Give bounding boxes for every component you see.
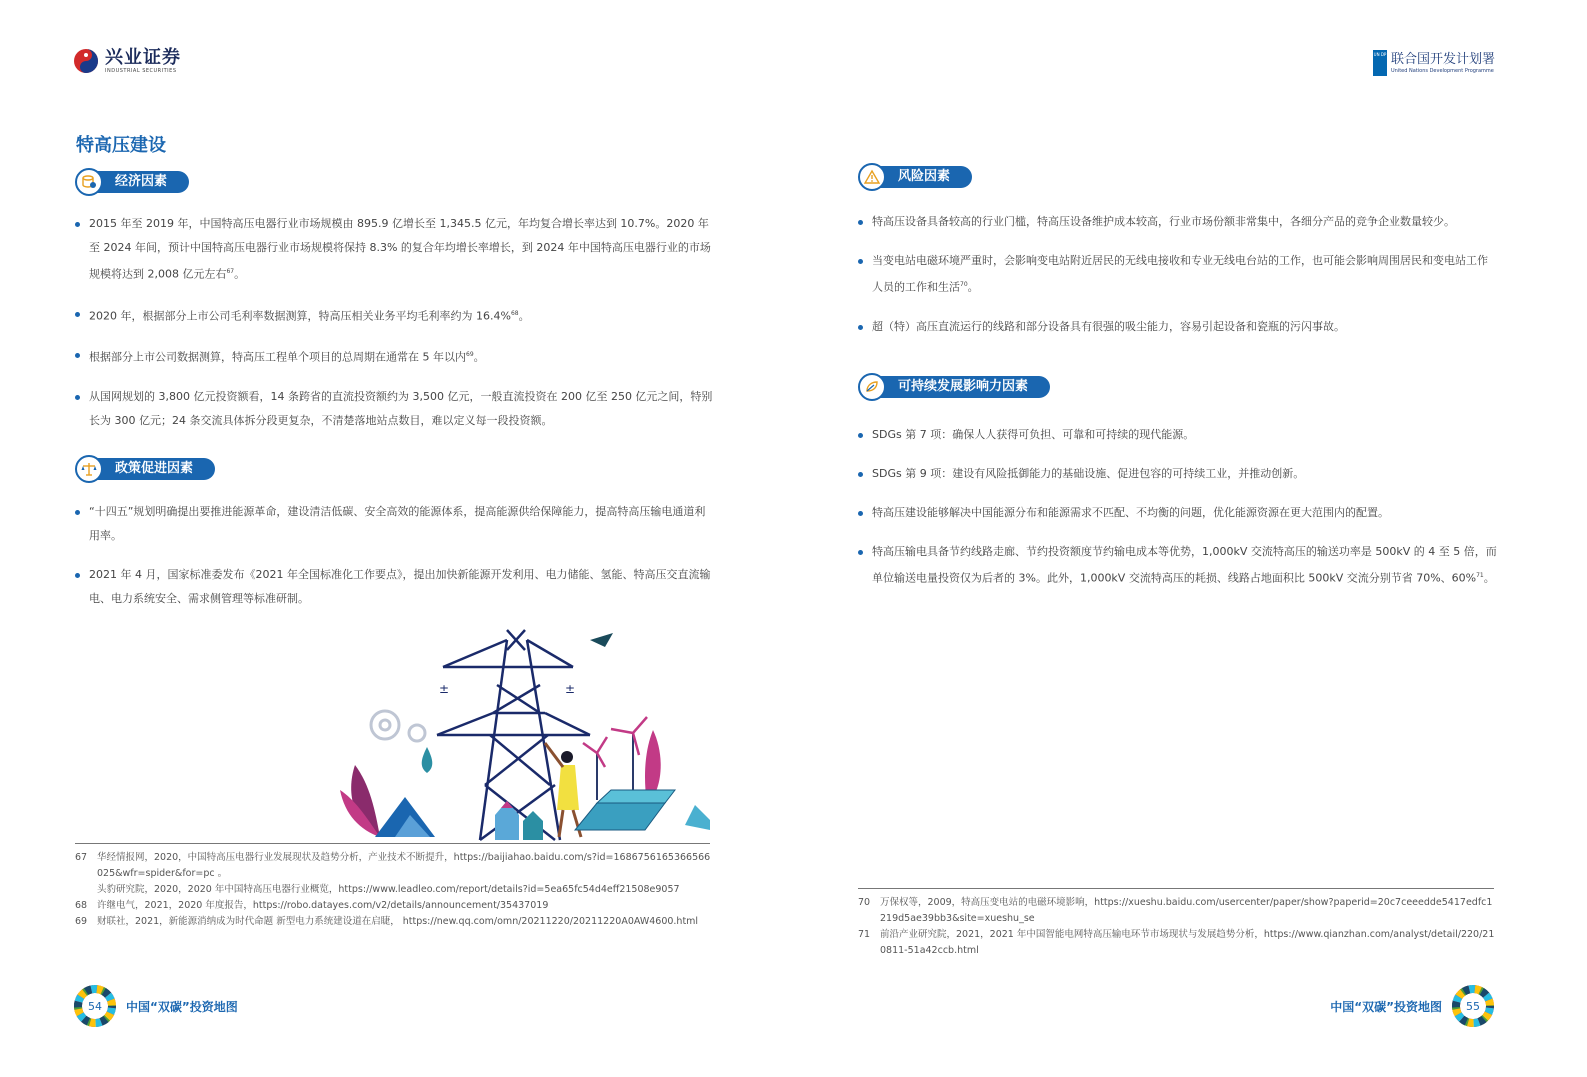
list-item: 从国网规划的 3,800 亿元投资额看，14 条跨省的直流投资额约为 3,500 亿元，一般直流投资在 200 亿至 250 亿元之间，特别长为 300 亿元；24 条交流具体拆分段更复杂，不清楚落地站点数目，难以定义每一段投资额。: [75, 385, 715, 433]
list-item: SDGs 第 7 项：确保人人获得可负担、可靠和可持续的现代能源。: [858, 423, 1498, 447]
warning-icon: [858, 163, 886, 191]
page-number: 55: [1466, 999, 1480, 1013]
footnotes-left: [75, 850, 715, 930]
page-number: 54: [88, 999, 102, 1013]
industrial-securities-logo: [73, 48, 181, 74]
list-item: 2015 年至 2019 年，中国特高压电器行业市场规模由 895.9 亿增长至 1,345.5 亿元，年均复合增长率达到 10.7%。2020 年至 2024 年间，预计中国特高压电器行业市场规模将保持 8.3% 的复合年均增长率增长，到 2024 年中国特高压电器行业的市场规模将达到 2,008 亿元左右$^{67}$。: [75, 212, 715, 287]
section-header-sustainability: [858, 375, 1050, 399]
page-footer-right: [1330, 985, 1494, 1027]
economic-factors-list: [75, 212, 715, 448]
list-item: “十四五”规划明确提出要推进能源革命，建设清洁低碳、安全高效的能源体系，提高能源供给保障能力，提高特高压输电通道利用率。: [75, 500, 715, 548]
industrial-securities-logo-icon: [73, 48, 99, 74]
list-item: 超（特）高压直流运行的线路和部分设备具有很强的吸尘能力，容易引起设备和瓷瓶的污闪事故。: [858, 315, 1498, 339]
section-label: 可持续发展影响力因素: [872, 376, 1050, 398]
list-item: 2021 年 4 月，国家标准委发布《2021 年全国标准化工作要点》，提出加快新能源开发利用、电力储能、氢能、特高压交直流输电、电力系统安全、需求侧管理等标准研制。: [75, 563, 715, 611]
undp-cn-text: 联合国开发计划署: [1390, 52, 1495, 67]
list-item: 2020 年，根据部分上市公司毛利率数据测算，特高压相关业务平均毛利率约为 16.4%$^{68}$。: [75, 302, 715, 329]
svg-text:±: ±: [439, 682, 450, 696]
undp-mark-icon: [1373, 50, 1387, 76]
list-item: 特高压建设能够解决中国能源分布和能源需求不匹配、不均衡的问题，优化能源资源在更大范围内的配置。: [858, 501, 1498, 525]
logo-cn-text: 兴业证券: [105, 47, 181, 68]
list-item: 特高压输电具备节约线路走廊、节约投资额度节约输电成本等优势，1,000kV 交流特高压的输送功率是 500kV 的 4 至 5 倍，而单位输送电量投资仅为后者的 3%。此外，1,000kV 交流特高压的耗损、线路占地面积比 500kV 交流分别节省 70%、60%$^{71}$。: [858, 540, 1498, 591]
sdg-wheel-icon: [1452, 985, 1494, 1027]
list-item: 当变电站电磁环境严重时，会影响变电站附近居民的无线电接收和专业无线电台站的工作，也可能会影响周围居民和变电站工作人员的工作和生活$^{70}$。: [858, 249, 1498, 300]
policy-factors-list: [75, 500, 715, 626]
page-footer-left: [74, 985, 238, 1027]
footnote: 67 华经情报网，2020，中国特高压电器行业发展现状及趋势分析，产业技术不断提升，https://baijiahao.baidu.com/s?id=1686756165366566025&wfr=spider&for=pc 。: [75, 852, 711, 879]
transmission-tower-illustration: [335, 625, 715, 843]
undp-en-text: United Nations Development Programme: [1390, 68, 1494, 74]
footnote: 68 许继电气，2021，2020 年度报告，https://robo.datayes.com/v2/details/announcement/35437019: [75, 900, 549, 911]
svg-text:±: ±: [565, 682, 576, 696]
sdg-wheel-icon: [74, 985, 116, 1027]
footnote: 69 财联社，2021，新能源消纳成为时代命题 新型电力系统建设道在启睫， https://new.qq.com/omn/20211220/20211220A0AW4600.html: [75, 916, 699, 927]
sustainability-factors-list: [858, 423, 1498, 606]
footnotes-right: [858, 895, 1498, 959]
logo-en-text: INDUSTRIAL SECURITIES: [105, 68, 177, 74]
undp-logo: [1373, 50, 1495, 76]
footnote: 头豹研究院，2020，2020 年中国特高压电器行业概览，https://www.leadleo.com/report/details?id=5ea65fc54d4eff21508e9057: [97, 884, 680, 895]
footnote-divider: [75, 843, 710, 844]
footnote: 71 前沿产业研究院，2021，2021 年中国智能电网特高压输电环节市场现状与发展趋势分析，https://www.qianzhan.com/analyst/detail/220/210811-51a42ccb.html: [858, 929, 1495, 956]
coins-icon: [75, 168, 103, 196]
footnote-divider: [858, 888, 1494, 889]
section-header-economic: [75, 170, 189, 194]
undp-mark-text: UN DP: [1373, 52, 1387, 57]
section-header-risk: [858, 165, 972, 189]
section-label: 经济因素: [89, 171, 189, 193]
list-item: SDGs 第 9 项：建设有风险抵御能力的基础设施、促进包容的可持续工业，并推动创新。: [858, 462, 1498, 486]
section-header-policy: [75, 457, 215, 481]
scale-icon: [75, 455, 103, 483]
footer-title: 中国“双碳”投资地图: [126, 999, 238, 1014]
footer-title: 中国“双碳”投资地图: [1330, 999, 1442, 1014]
section-label: 政策促进因素: [89, 458, 215, 480]
leaf-hand-icon: [858, 373, 886, 401]
risk-factors-list: [858, 210, 1498, 354]
list-item: 特高压设备具备较高的行业门槛，特高压设备维护成本较高，行业市场份额非常集中，各细分产品的竞争企业数量较少。: [858, 210, 1498, 234]
section-label: 风险因素: [872, 166, 972, 188]
footnote: 70 万保权等，2009，特高压变电站的电磁环境影响，https://xueshu.baidu.com/usercenter/paper/show?paperid=20c7ceeedde5417edfc1219d5ae39bb3&site=xueshu_se: [858, 897, 1493, 924]
list-item: 根据部分上市公司数据测算，特高压工程单个项目的总周期在通常在 5 年以内$^{69}$。: [75, 343, 715, 370]
page-title: 特高压建设: [76, 135, 166, 156]
